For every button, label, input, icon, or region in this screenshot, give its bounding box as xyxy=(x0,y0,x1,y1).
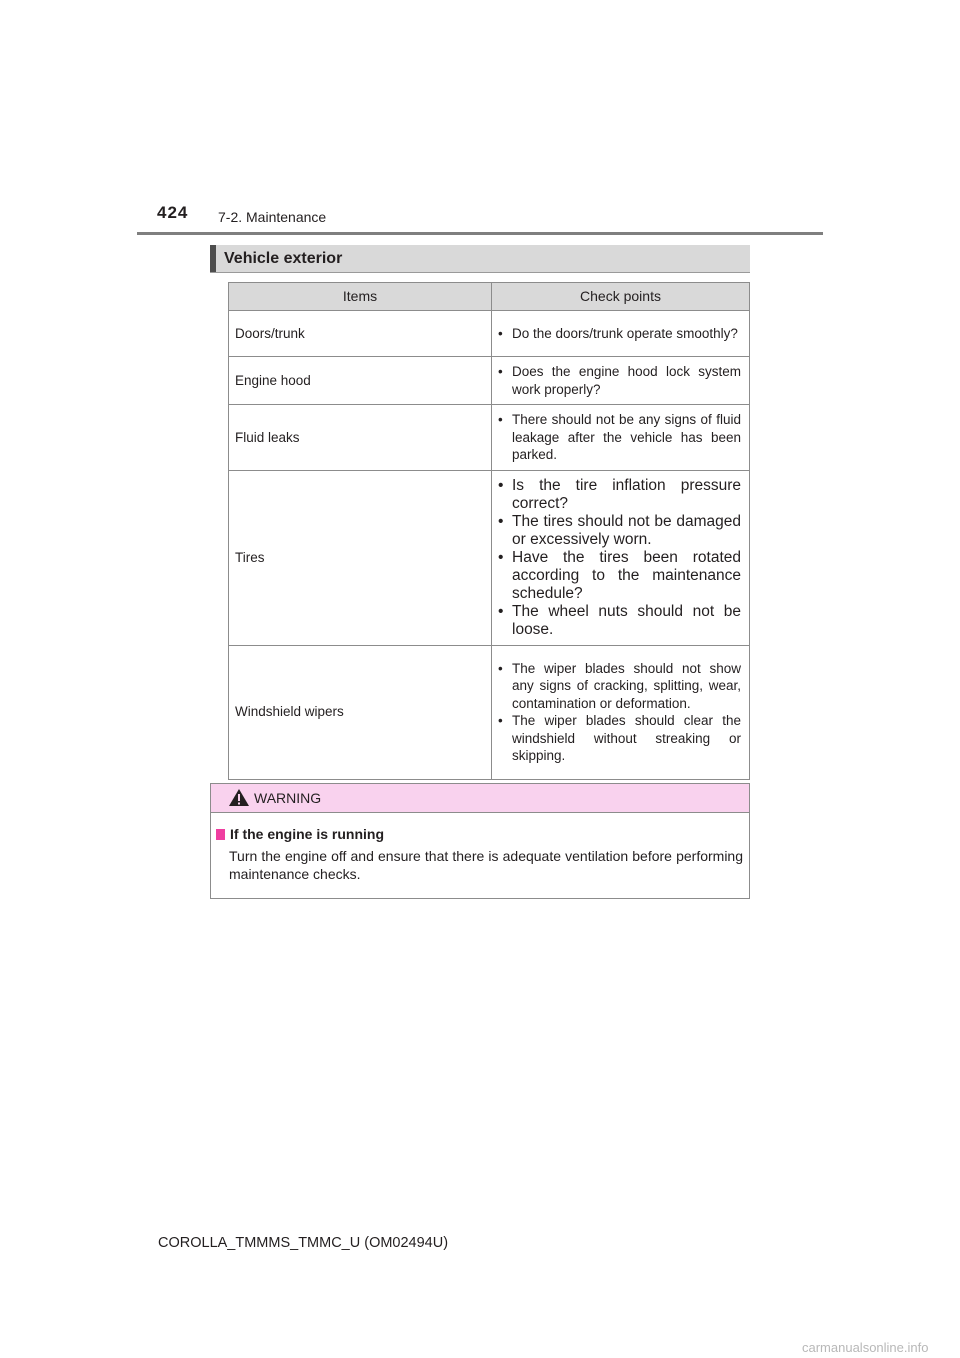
warning-label: WARNING xyxy=(254,790,322,806)
check-point: • Do the doors/trunk operate smoothly? xyxy=(498,325,741,343)
column-header-check-points: Check points xyxy=(492,283,750,311)
warning-box xyxy=(210,783,750,899)
check-points-cell xyxy=(492,405,750,471)
title-accent-bar xyxy=(210,245,216,272)
item-cell: Engine hood xyxy=(229,357,492,405)
section-label: 7-2. Maintenance xyxy=(218,209,327,225)
section-title: Vehicle exterior xyxy=(224,250,343,267)
check-points-cell xyxy=(492,645,750,779)
check-point: • There should not be any signs of fluid leakage after the vehicle has been parked. xyxy=(498,411,741,464)
column-header-items: Items xyxy=(229,283,492,311)
document-code: COROLLA_TMMMS_TMMC_U (OM02494U) xyxy=(158,1235,449,1251)
check-points-cell xyxy=(492,357,750,405)
check-point: • The wheel nuts should not be loose. xyxy=(498,603,741,639)
warning-triangle-icon xyxy=(228,788,250,807)
check-point: • Have the tires been rotated according to the maintenance schedule? xyxy=(498,549,741,603)
item-cell: Doors/trunk xyxy=(229,311,492,357)
watermark: carmanualsonline.info xyxy=(802,1340,929,1355)
table-row xyxy=(229,645,750,779)
table-row xyxy=(229,405,750,471)
table-header-row xyxy=(229,283,750,311)
section-title-bar xyxy=(210,245,750,273)
table-row xyxy=(229,311,750,357)
check-point: • The tires should not be damaged or excessively worn. xyxy=(498,513,741,549)
item-cell: Fluid leaks xyxy=(229,405,492,471)
item-cell: Tires xyxy=(229,470,492,645)
table-row xyxy=(229,357,750,405)
check-point: • Is the tire inflation pressure correct? xyxy=(498,477,741,513)
warning-header xyxy=(211,784,749,813)
warning-body: Turn the engine off and ensure that there is adequate ventilation before performing maintenance checks. xyxy=(229,848,743,882)
table-row xyxy=(229,470,750,645)
check-point: • The wiper blades should clear the windshield without streaking or skipping. xyxy=(498,712,741,765)
check-point: • The wiper blades should not show any signs of cracking, splitting, wear, contamination or deformation. xyxy=(498,660,741,713)
header-divider xyxy=(137,232,823,235)
warning-title-text: If the engine is running xyxy=(230,826,384,842)
warning-title xyxy=(216,826,384,842)
check-point: • Does the engine hood lock system work properly? xyxy=(498,363,741,398)
page-number: 424 xyxy=(157,203,189,222)
check-table xyxy=(228,282,750,780)
pink-square-marker-icon xyxy=(216,829,225,840)
check-points-cell xyxy=(492,470,750,645)
check-points-cell xyxy=(492,311,750,357)
item-cell: Windshield wipers xyxy=(229,645,492,779)
